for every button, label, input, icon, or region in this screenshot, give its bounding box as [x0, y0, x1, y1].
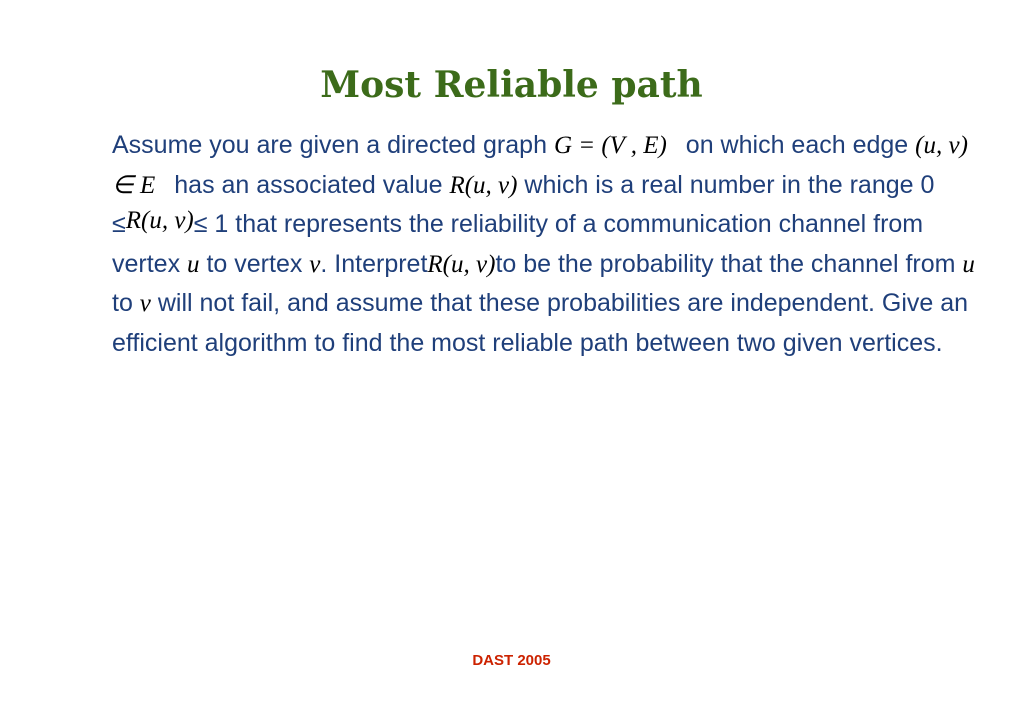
math-vertex-u: u [962, 250, 975, 278]
math-reliability-function: R(u, v) [125, 207, 194, 234]
math-vertex-v: v [139, 290, 151, 317]
text-segment: has an associated value [167, 170, 443, 199]
math-edge-membership: (u, v) ∈ E [112, 132, 968, 199]
text-segment: . Interpret [320, 249, 428, 278]
math-vertex-u: u [187, 250, 200, 278]
math-graph-definition: G = (V , E) [553, 132, 667, 159]
math-reliability-function: R(u, v) [449, 171, 518, 199]
text-segment: ≤ 1 that represents the reliability of a communication channel from vertex [112, 210, 924, 278]
problem-statement [112, 126, 992, 362]
text-segment: on which each edge [678, 131, 909, 159]
math-vertex-v: v [309, 250, 321, 278]
text-segment: to be the probability that the channel from [495, 249, 963, 278]
slide-footer: DAST 2005 [472, 652, 551, 669]
text-segment: to vertex [199, 249, 310, 278]
text-segment: which is a real number in the range 0 ≤ [112, 170, 935, 238]
text-segment: to [112, 289, 140, 317]
text-segment: will not fail, and assume that these probabilities are independent. Give an efficient algorithm to find the most reliable path between two given vertices. [112, 289, 969, 357]
slide-title: Most Reliable path [320, 64, 703, 106]
math-reliability-function: R(u, v) [427, 250, 496, 278]
text-segment: Assume you are given a directed graph [112, 131, 547, 159]
